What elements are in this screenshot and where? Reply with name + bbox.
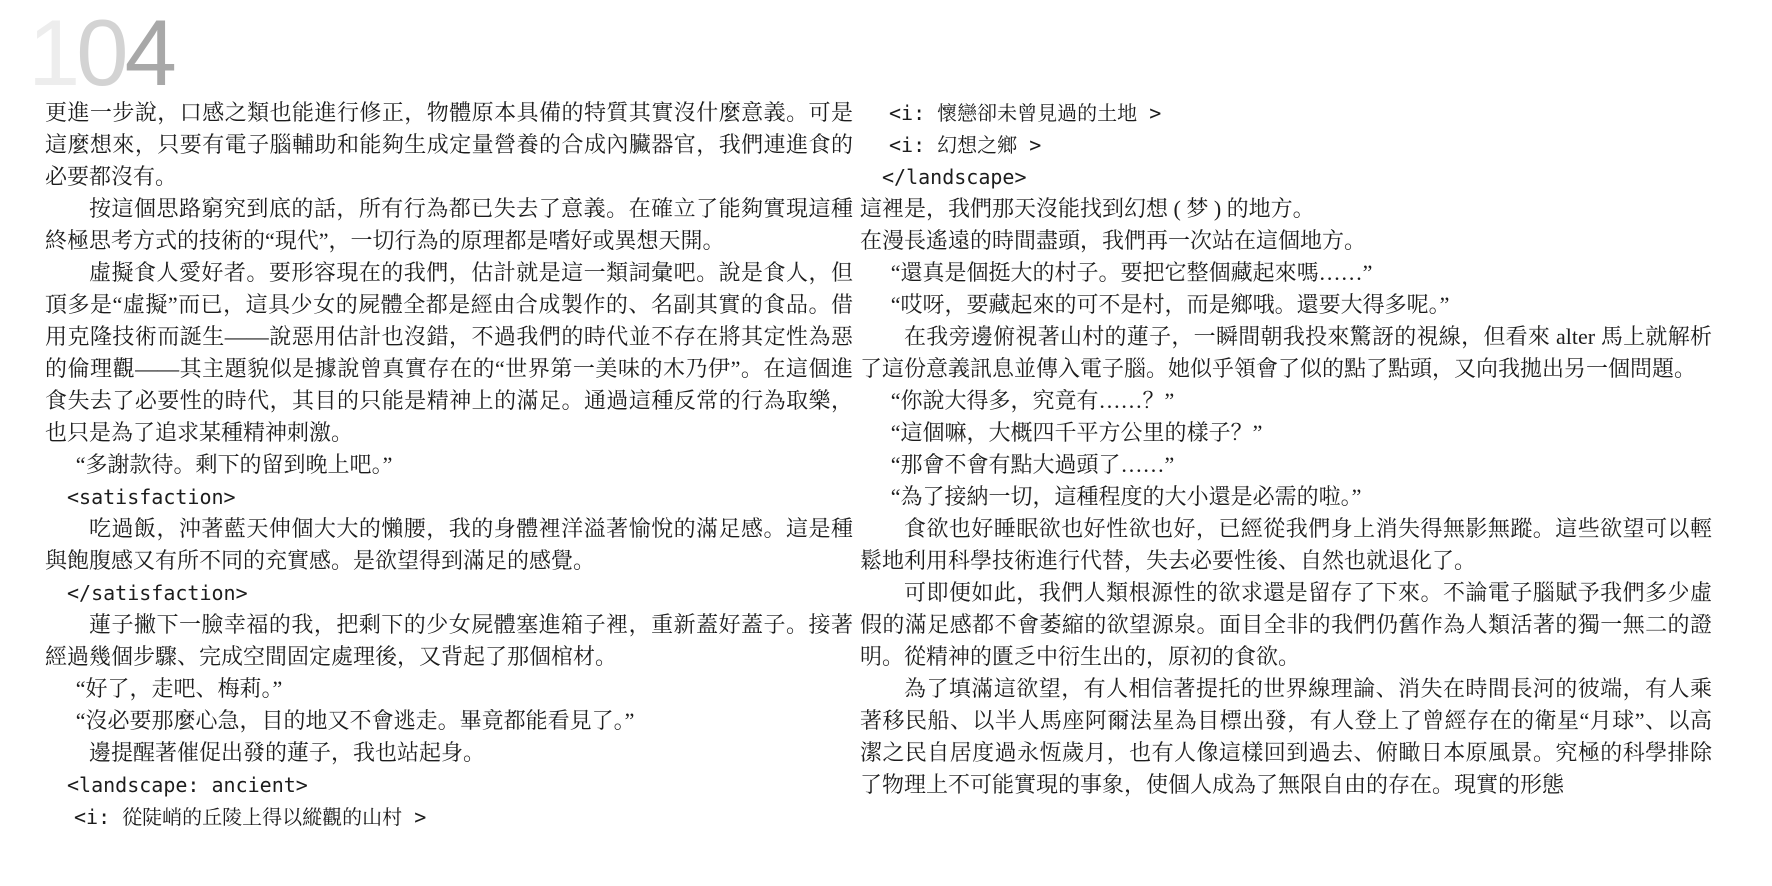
paragraph: 這裡是，我們那天沒能找到幻想 ( 梦 ) 的地方。 bbox=[860, 196, 1315, 221]
paragraph: “這個嘛，大概四千平方公里的樣子？” bbox=[890, 420, 1263, 445]
paragraph: “那會不會有點大過頭了……” bbox=[890, 452, 1175, 477]
paragraph: 在我旁邊俯視著山村的蓮子，一瞬間朝我投來驚訝的視線，但看來 alter 馬上就解析了這份意義訊息並傳入電子腦。她似乎領會了似的點了點頭，又向我拋出另一個問題。 bbox=[860, 324, 1712, 381]
paragraph: 可即便如此，我們人類根源性的欲求還是留存了下來。不論電子腦賦予我們多少虛假的滿足感都不會萎縮的欲望源泉。面目全非的我們仍舊作為人類活著的獨一無二的證明。從精神的匱乏中衍生出的，原初的食欲。 bbox=[860, 580, 1712, 669]
inline-tag-line: <i: 懷戀卻未曾見過的土地 > bbox=[889, 101, 1162, 125]
page-number bbox=[28, 0, 173, 105]
paragraph: “還真是個挺大的村子。要把它整個藏起來嗎……” bbox=[890, 260, 1373, 285]
inline-tag-line: </landscape> bbox=[882, 165, 1027, 189]
inline-tag-line: </satisfaction> bbox=[67, 581, 248, 605]
paragraph: 為了填滿這欲望，有人相信著提托的世界線理論、消失在時間長河的彼端，有人乘著移民船、以半人馬座阿爾法星為目標出發，有人登上了曾經存在的衛星“月球”、以高潔之民自居度過永恆歲月，也有人像這樣回到過去、俯瞰日本原風景。究極的科學排除了物理上不可能實現的事象，使個人成為了無限自由的存在。現實的形態 bbox=[860, 676, 1712, 797]
inline-tag-line: <i: 幻想之鄉 > bbox=[889, 133, 1042, 157]
left-page-text-column bbox=[45, 97, 853, 833]
paragraph: 在漫長遙遠的時間盡頭，我們再一次站在這個地方。 bbox=[860, 228, 1367, 253]
paragraph: “為了接納一切，這種程度的大小還是必需的啦。” bbox=[890, 484, 1362, 509]
paragraph: 吃過飯，沖著藍天伸個大大的懶腰，我的身體裡洋溢著愉悅的滿足感。這是種與飽腹感又有所不同的充實感。是欲望得到滿足的感覺。 bbox=[45, 516, 853, 573]
inline-tag-line: <i: 從陡峭的丘陵上得以縱觀的山村 > bbox=[74, 805, 427, 829]
paragraph: 蓮子撇下一臉幸福的我，把剩下的少女屍體塞進箱子裡，重新蓋好蓋子。接著經過幾個步驟、完成空間固定處理後，又背起了那個棺材。 bbox=[45, 612, 853, 669]
paragraph: 更進一步說，口感之類也能進行修正，物體原本具備的特質其實沒什麼意義。可是這麼想來，只要有電子腦輔助和能夠生成定量營養的合成內臟器官，我們連進食的必要都沒有。 bbox=[45, 100, 853, 189]
paragraph: “好了，走吧、梅莉。” bbox=[75, 676, 283, 701]
paragraph: “哎呀，要藏起來的可不是村，而是鄉哦。還要大得多呢。” bbox=[890, 292, 1450, 317]
page-number-digit: 1 bbox=[28, 0, 77, 105]
paragraph: 按這個思路窮究到底的話，所有行為都已失去了意義。在確立了能夠實現這種終極思考方式的技術的“現代”，一切行為的原理都是嗜好或異想天開。 bbox=[45, 196, 853, 253]
inline-tag-line: <landscape: ancient> bbox=[67, 773, 308, 797]
paragraph: 食欲也好睡眠欲也好性欲也好，已經從我們身上消失得無影無蹤。這些欲望可以輕鬆地利用科學技術進行代替，失去必要性後、自然也就退化了。 bbox=[860, 516, 1712, 573]
page-number-digit: 0 bbox=[76, 0, 125, 105]
page-number-digit: 4 bbox=[124, 0, 173, 105]
right-page-text-column bbox=[860, 97, 1712, 801]
paragraph: 邊提醒著催促出發的蓮子，我也站起身。 bbox=[89, 740, 486, 765]
paragraph: “沒必要那麼心急，目的地又不會逃走。畢竟都能看見了。” bbox=[75, 708, 635, 733]
paragraph: “多謝款待。剩下的留到晚上吧。” bbox=[75, 452, 393, 477]
paragraph: 虛擬食人愛好者。要形容現在的我們，估計就是這一類詞彙吧。說是食人，但頂多是“虛擬”而已，這具少女的屍體全都是經由合成製作的、名副其實的食品。借用克隆技術而誕生——說惡用估計也沒錯，不過我們的時代並不存在將其定性為惡的倫理觀——其主題貌似是據說曾真實存在的“世界第一美味的木乃伊”。在這個進食失去了必要性的時代，其目的只能是精神上的滿足。通過這種反常的行為取樂，也只是為了追求某種精神刺激。 bbox=[45, 260, 853, 445]
inline-tag-line: <satisfaction> bbox=[67, 485, 236, 509]
paragraph: “你說大得多，究竟有……？” bbox=[890, 388, 1175, 413]
